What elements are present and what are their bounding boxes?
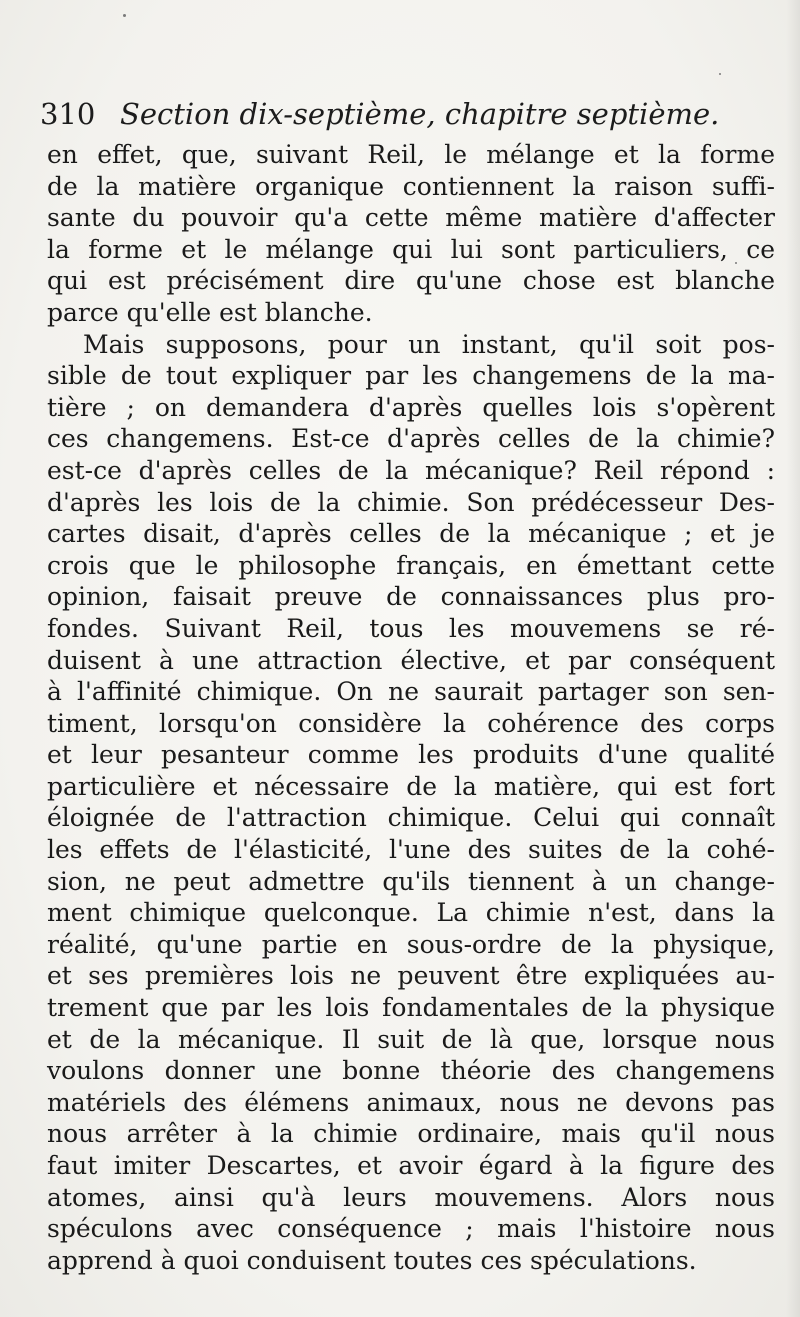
text-line: d'après les lois de la chimie. Son prédécesseur Des- xyxy=(47,487,775,517)
page-edge-shadow xyxy=(786,0,800,1317)
text-line: et ses premières lois ne peuvent être expliquées au- xyxy=(47,961,775,991)
text-line: trement que par les lois fondamentales de la physique xyxy=(47,993,775,1023)
running-title: Section dix-septième, chapitre septième. xyxy=(120,97,720,131)
text-line: sible de tout expliquer par les changemens de la ma- xyxy=(47,361,775,391)
text-line: qui est précisément dire qu'une chose est blanche xyxy=(47,266,775,296)
text-line: atomes, ainsi qu'à leurs mouvemens. Alors nous xyxy=(47,1182,775,1212)
text-line: ces changemens. Est-ce d'après celles de la chimie? xyxy=(47,424,775,454)
page-number: 310 xyxy=(40,97,96,131)
text-line: et leur pesanteur comme les produits d'une qualité xyxy=(47,740,775,770)
text-line: parce qu'elle est blanche. xyxy=(47,297,373,327)
text-line: à l'affinité chimique. On ne saurait partager son sen- xyxy=(47,677,775,707)
text-line: spéculons avec conséquence ; mais l'histoire nous xyxy=(47,1214,775,1244)
text-line: matériels des élémens animaux, nous ne devons pas xyxy=(47,1087,775,1117)
text-line: cartes disait, d'après celles de la mécanique ; et je xyxy=(47,519,775,549)
text-line: ment chimique quelconque. La chimie n'est, dans la xyxy=(47,898,775,928)
text-line: tière ; on demandera d'après quelles lois s'opèrent xyxy=(47,392,775,422)
text-line: sante du pouvoir qu'a cette même matière d'affecter xyxy=(47,203,775,233)
text-line: éloignée de l'attraction chimique. Celui qui connaît xyxy=(47,803,775,833)
body-text xyxy=(47,139,775,1276)
text-line: particulière et nécessaire de la matière, qui est fort xyxy=(47,771,775,801)
text-line: la forme et le mélange qui lui sont particuliers, ce xyxy=(47,234,775,264)
text-line: en effet, que, suivant Reil, le mélange et la forme xyxy=(47,140,775,169)
text-line: les effets de l'élasticité, l'une des suites de la cohé- xyxy=(47,835,775,865)
text-line: fondes. Suivant Reil, tous les mouvemens se ré- xyxy=(47,613,775,643)
text-line: est-ce d'après celles de la mécanique? Reil répond : xyxy=(47,455,775,485)
text-line: sion, ne peut admettre qu'ils tiennent à un change- xyxy=(47,866,775,896)
text-line: nous arrêter à la chimie ordinaire, mais qu'il nous xyxy=(47,1119,775,1149)
text-line: Mais supposons, pour un instant, qu'il soit pos- xyxy=(83,329,775,359)
text-line: voulons donner une bonne théorie des changemens xyxy=(47,1056,775,1086)
text-line: et de la mécanique. Il suit de là que, lorsque nous xyxy=(47,1024,775,1054)
ink-speck xyxy=(123,14,126,17)
text-line: apprend à quoi conduisent toutes ces spéculations. xyxy=(47,1245,697,1275)
text-line: de la matière organique contiennent la raison suffi- xyxy=(47,171,775,201)
text-line: faut imiter Descartes, et avoir égard à la figure des xyxy=(47,1151,775,1180)
ink-speck xyxy=(719,73,721,75)
text-line: opinion, faisait preuve de connaissances plus pro- xyxy=(47,582,775,612)
text-line: timent, lorsqu'on considère la cohérence des corps xyxy=(47,708,775,738)
text-line: duisent à une attraction élective, et par conséquent xyxy=(47,645,775,675)
text-line: réalité, qu'une partie en sous-ordre de la physique, xyxy=(47,929,775,959)
text-line: crois que le philosophe français, en émettant cette xyxy=(47,550,775,580)
page-header xyxy=(40,92,760,136)
